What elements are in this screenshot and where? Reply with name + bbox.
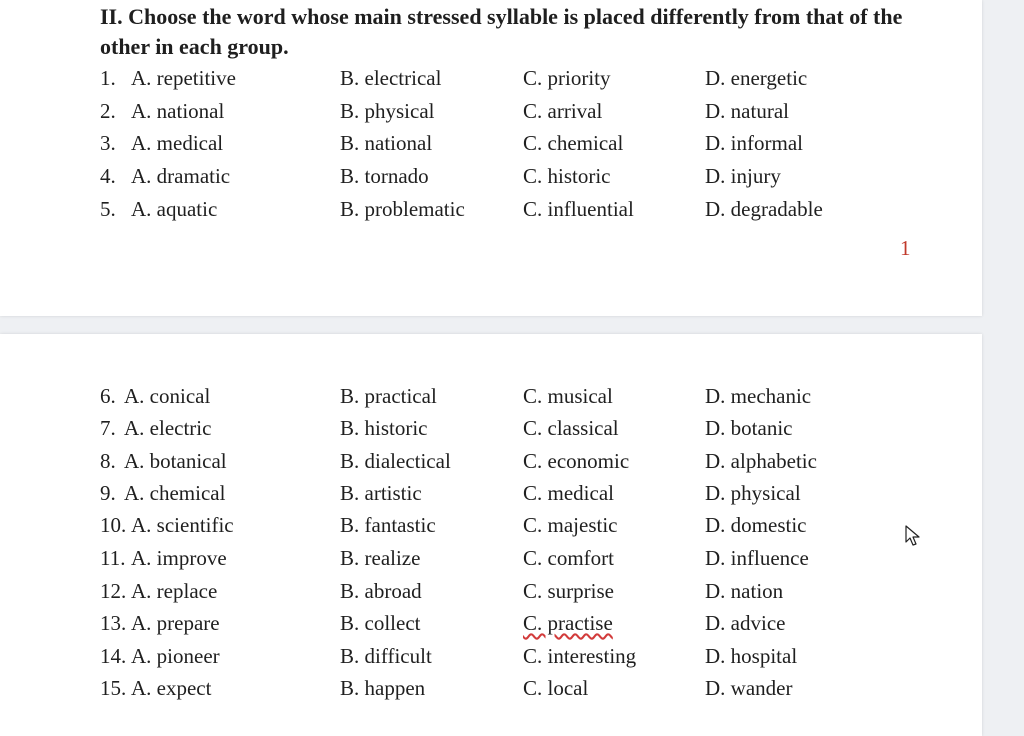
question-number: 15. [100, 676, 127, 700]
option-d: D. alphabetic [705, 449, 817, 473]
page-number: 1 [900, 236, 911, 260]
question-number: 12. [100, 579, 127, 603]
question-number: 9. [100, 481, 116, 505]
option-d: D. influence [705, 546, 809, 570]
option-d: D. domestic [705, 513, 807, 537]
question-number: 4. [100, 164, 116, 188]
question-row [0, 674, 982, 702]
option-a: A. replace [131, 579, 218, 603]
document-page-1 [0, 0, 982, 316]
question-row [0, 511, 982, 539]
option-a: A. chemical [124, 481, 226, 505]
option-b: B. historic [340, 416, 428, 440]
option-a: A. pioneer [131, 644, 220, 668]
question-row [0, 97, 982, 125]
question-row [0, 195, 982, 223]
option-d: D. physical [705, 481, 801, 505]
option-a: A. improve [131, 546, 227, 570]
option-c: C. historic [523, 164, 611, 188]
mouse-pointer-icon [905, 525, 923, 547]
option-b: B. problematic [340, 197, 465, 221]
question-number: 11. [100, 546, 126, 570]
option-c: C. local [523, 676, 589, 700]
option-c: C. surprise [523, 579, 614, 603]
option-c: C. medical [523, 481, 614, 505]
option-d: D. botanic [705, 416, 793, 440]
option-b: B. realize [340, 546, 421, 570]
option-d: D. informal [705, 131, 803, 155]
question-row [0, 129, 982, 157]
option-b: B. tornado [340, 164, 429, 188]
option-a: A. conical [124, 384, 211, 408]
option-c: C. priority [523, 66, 611, 90]
question-row [0, 642, 982, 670]
question-row [0, 414, 982, 442]
question-row [0, 162, 982, 190]
option-d: D. degradable [705, 197, 823, 221]
option-d: D. injury [705, 164, 781, 188]
option-d: D. mechanic [705, 384, 812, 408]
option-c: C. musical [523, 384, 613, 408]
option-d: D. hospital [705, 644, 798, 668]
option-b: B. physical [340, 99, 435, 123]
option-a: A. electric [124, 416, 212, 440]
question-number: 14. [100, 644, 127, 668]
question-row [0, 447, 982, 475]
question-number: 5. [100, 197, 116, 221]
option-d: D. nation [705, 579, 784, 603]
option-a: A. medical [131, 131, 224, 155]
question-number: 10. [100, 513, 127, 537]
question-row [0, 577, 982, 605]
option-a: A. repetitive [131, 66, 236, 90]
question-number: 13. [100, 611, 127, 635]
option-a: A. national [131, 99, 225, 123]
question-number: 7. [100, 416, 116, 440]
option-d: D. wander [705, 676, 793, 700]
option-c: C. classical [523, 416, 619, 440]
option-a: A. botanical [124, 449, 227, 473]
option-c: C. majestic [523, 513, 618, 537]
question-number: 2. [100, 99, 116, 123]
option-a: A. scientific [131, 513, 234, 537]
question-number: 6. [100, 384, 116, 408]
question-row [0, 609, 982, 637]
option-c: C. economic [523, 449, 630, 473]
option-d: D. advice [705, 611, 786, 635]
question-number: 8. [100, 449, 116, 473]
question-row [0, 64, 982, 92]
option-b: B. abroad [340, 579, 422, 603]
option-b: B. happen [340, 676, 426, 700]
option-a: A. expect [131, 676, 212, 700]
option-c: C. practise [523, 611, 613, 635]
option-b: B. difficult [340, 644, 432, 668]
option-b: B. practical [340, 384, 437, 408]
option-b: B. national [340, 131, 433, 155]
option-c: C. comfort [523, 546, 614, 570]
option-d: D. energetic [705, 66, 808, 90]
option-a: A. dramatic [131, 164, 231, 188]
option-a: A. prepare [131, 611, 220, 635]
document-page-2 [0, 334, 982, 736]
option-b: B. collect [340, 611, 421, 635]
option-c: C. influential [523, 197, 634, 221]
option-c: C. arrival [523, 99, 603, 123]
question-row [0, 382, 982, 410]
section-heading: II. Choose the word whose main stressed syllable is placed differently from that of the other in each group. [100, 4, 903, 59]
option-b: B. electrical [340, 66, 442, 90]
question-row [0, 479, 982, 507]
option-b: B. artistic [340, 481, 422, 505]
option-c: C. chemical [523, 131, 624, 155]
question-number: 1. [100, 66, 116, 90]
option-a: A. aquatic [131, 197, 218, 221]
question-row [0, 544, 982, 572]
option-d: D. natural [705, 99, 789, 123]
option-c: C. interesting [523, 644, 637, 668]
question-number: 3. [100, 131, 116, 155]
option-b: B. fantastic [340, 513, 436, 537]
option-b: B. dialectical [340, 449, 451, 473]
